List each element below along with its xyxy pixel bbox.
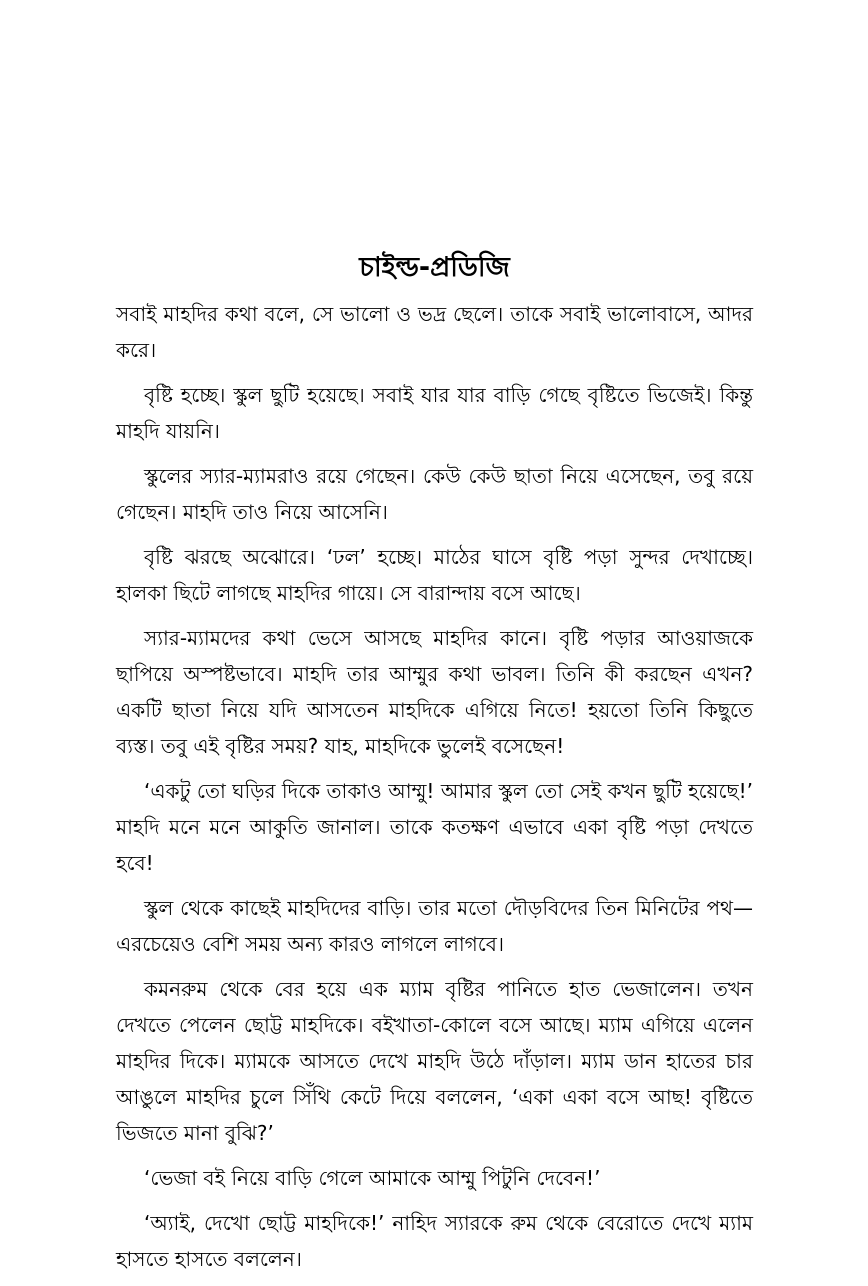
paragraph: স্যার-ম্যামদের কথা ভেসে আসছে মাহদির কানে। বৃষ্টি পড়ার আওয়াজকে ছাপিয়ে অস্পষ্টভাবে। মাহদি তার আম্মুর কথা ভাবল। তিনি কী করছেন এখন? একটি ছাতা নিয়ে যদি আসতেন মাহদিকে এগিয়ে নিতে! হয়তো তিনি কিছুতে ব্যস্ত। তবু এই বৃষ্টির সময়? যাহ, মাহদিকে ভুলেই বসেছেন! (116, 626, 753, 758)
paragraph: বৃষ্টি হচ্ছে। স্কুল ছুটি হয়েছে। সবাই যার যার বাড়ি গেছে বৃষ্টিতে ভিজেই। কিন্তু মাহদি যায়নি। (116, 383, 753, 443)
chapter-title: চাইল্ড-প্রডিজি (359, 252, 510, 283)
paragraph: স্কুল থেকে কাছেই মাহদিদের বাড়ি। তার মতো দৌড়বিদের তিন মিনিটের পথ—এরচেয়েও বেশি সময় অন্য কারও লাগলে লাগবে। (116, 896, 753, 956)
paragraph: ‘একটু তো ঘড়ির দিকে তাকাও আম্মু! আমার স্কুল তো সেই কখন ছুটি হয়েছে!’ মাহদি মনে মনে আকুতি জানাল। তাকে কতক্ষণ এভাবে একা বৃষ্টি পড়া দেখতে হবে! (116, 779, 753, 875)
paragraph: সবাই মাহদির কথা বলে, সে ভালো ও ভদ্র ছেলে। তাকে সবাই ভালোবাসে, আদর করে। (116, 302, 753, 362)
paragraph: ‘ভেজা বই নিয়ে বাড়ি গেলে আমাকে আম্মু পিটুনি দেবেন!’ (144, 1166, 601, 1190)
paragraph: বৃষ্টি ঝরছে অঝোরে। ‘ঢল’ হচ্ছে। মাঠের ঘাসে বৃষ্টি পড়া সুন্দর দেখাচ্ছে। হালকা ছিটে লাগছে মাহদির গায়ে। সে বারান্দায় বসে আছে। (116, 545, 753, 605)
paragraph: কমনরুম থেকে বের হয়ে এক ম্যাম বৃষ্টির পানিতে হাত ভেজালেন। তখন দেখতে পেলেন ছোট্ট মাহদিকে। বইখাতা-কোলে বসে আছে। ম্যাম এগিয়ে এলেন মাহদির দিকে। ম্যামকে আসতে দেখে মাহদি উঠে দাঁড়াল। ম্যাম ডান হাতের চার আঙুলে মাহদির চুলে সিঁথি কেটে দিয়ে বললেন, ‘একা একা বসে আছ! বৃষ্টিতে ভিজতে মানা বুঝি?’ (116, 977, 753, 1145)
book-page (116, 248, 753, 1286)
paragraph: স্কুলের স্যার-ম্যামরাও রয়ে গেছেন। কেউ কেউ ছাতা নিয়ে এসেছেন, তবু রয়ে গেছেন। মাহদি তাও নিয়ে আসেনি। (116, 464, 753, 524)
paragraph: ‘অ্যাই, দেখো ছোট্ট মাহদিকে!’ নাহিদ স্যারকে রুম থেকে বেরোতে দেখে ম্যাম হাসতে হাসতে বললেন। (116, 1211, 753, 1271)
